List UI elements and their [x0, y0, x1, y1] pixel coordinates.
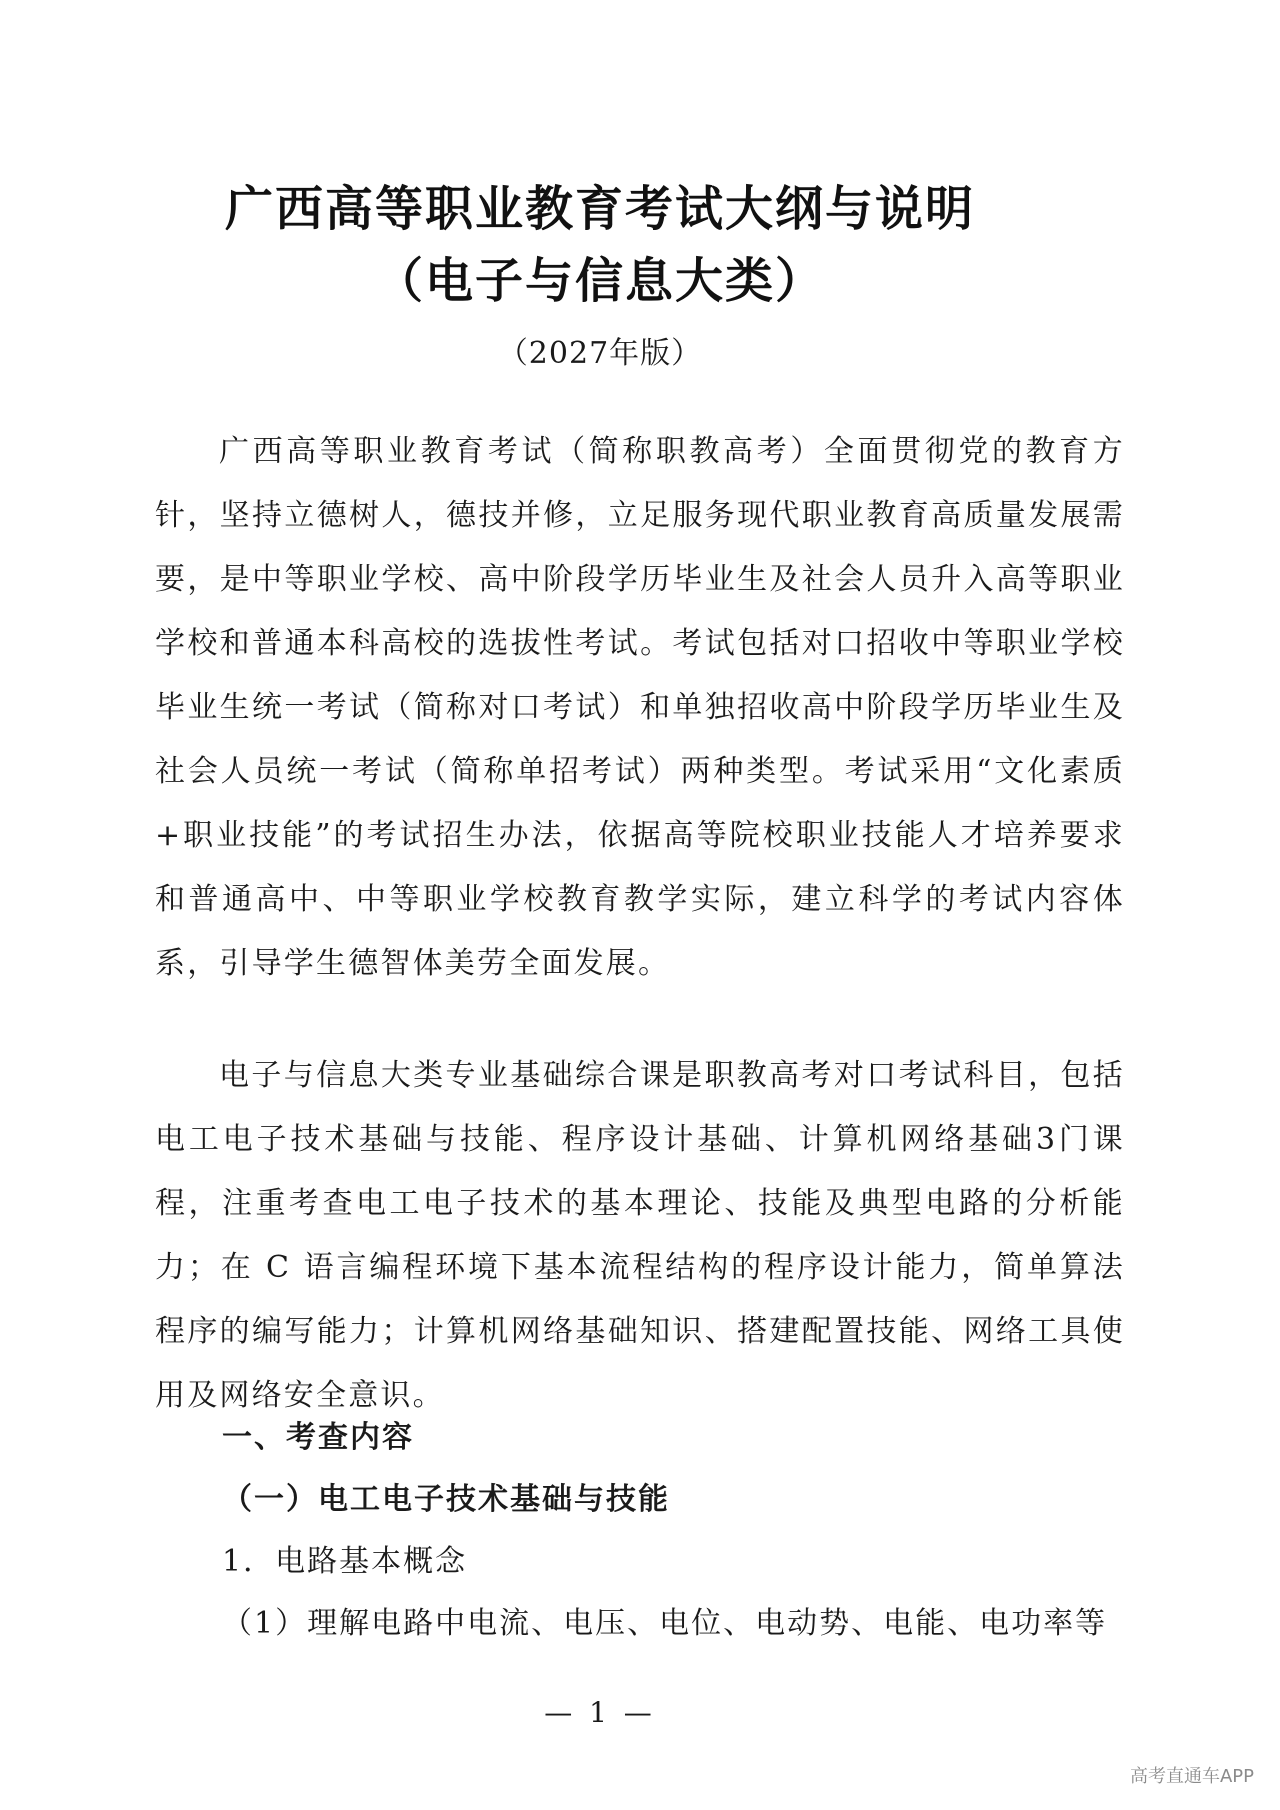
- watermark-text: 高考直通车APP: [1129, 1766, 1254, 1787]
- edition-label: （2027年版）: [497, 336, 703, 371]
- document-subtitle: （电子与信息大类）: [374, 253, 825, 309]
- section-heading: 一、考查内容: [222, 1420, 414, 1455]
- subject-paragraph: 电子与信息大类专业基础综合课是职教高考对口考试科目，包括电工电子技术基础与技能、程序设计基础、计算机网络基础3门课程，注重考查电工电子技术的基本理论、技能及典型电路的分析能力；在 C 语言编程环境下基本流程结构的程序设计能力，简单算法程序的编写能力；计算机网络基础知识、搭建配置技能、网络工具使用及网络安全意识。: [155, 1058, 1125, 1413]
- subsection-heading: （一）电工电子技术基础与技能: [222, 1482, 670, 1517]
- intro-paragraph: 广西高等职业教育考试（简称职教高考）全面贯彻党的教育方针，坚持立德树人，德技并修，立足服务现代职业教育高质量发展需要，是中等职业学校、高中阶段学历毕业生及社会人员升入高等职业学校和普通本科高校的选拔性考试。考试包括对口招收中等职业学校毕业生统一考试（简称对口考试）和单独招收高中阶段学历毕业生及社会人员统一考试（简称单招考试）两种类型。考试采用“文化素质+职业技能”的考试招生办法，依据高等院校职业技能人才培养要求和普通高中、中等职业学校教育教学实际，建立科学的考试内容体系，引导学生德智体美劳全面发展。: [155, 434, 1125, 981]
- document-title: 广西高等职业教育考试大纲与说明: [224, 181, 975, 237]
- item-text: （1）理解电路中电流、电压、电位、电动势、电能、电功率等: [222, 1606, 1108, 1641]
- page-number: — 1 —: [544, 1696, 656, 1729]
- item-heading: 1．电路基本概念: [222, 1544, 468, 1579]
